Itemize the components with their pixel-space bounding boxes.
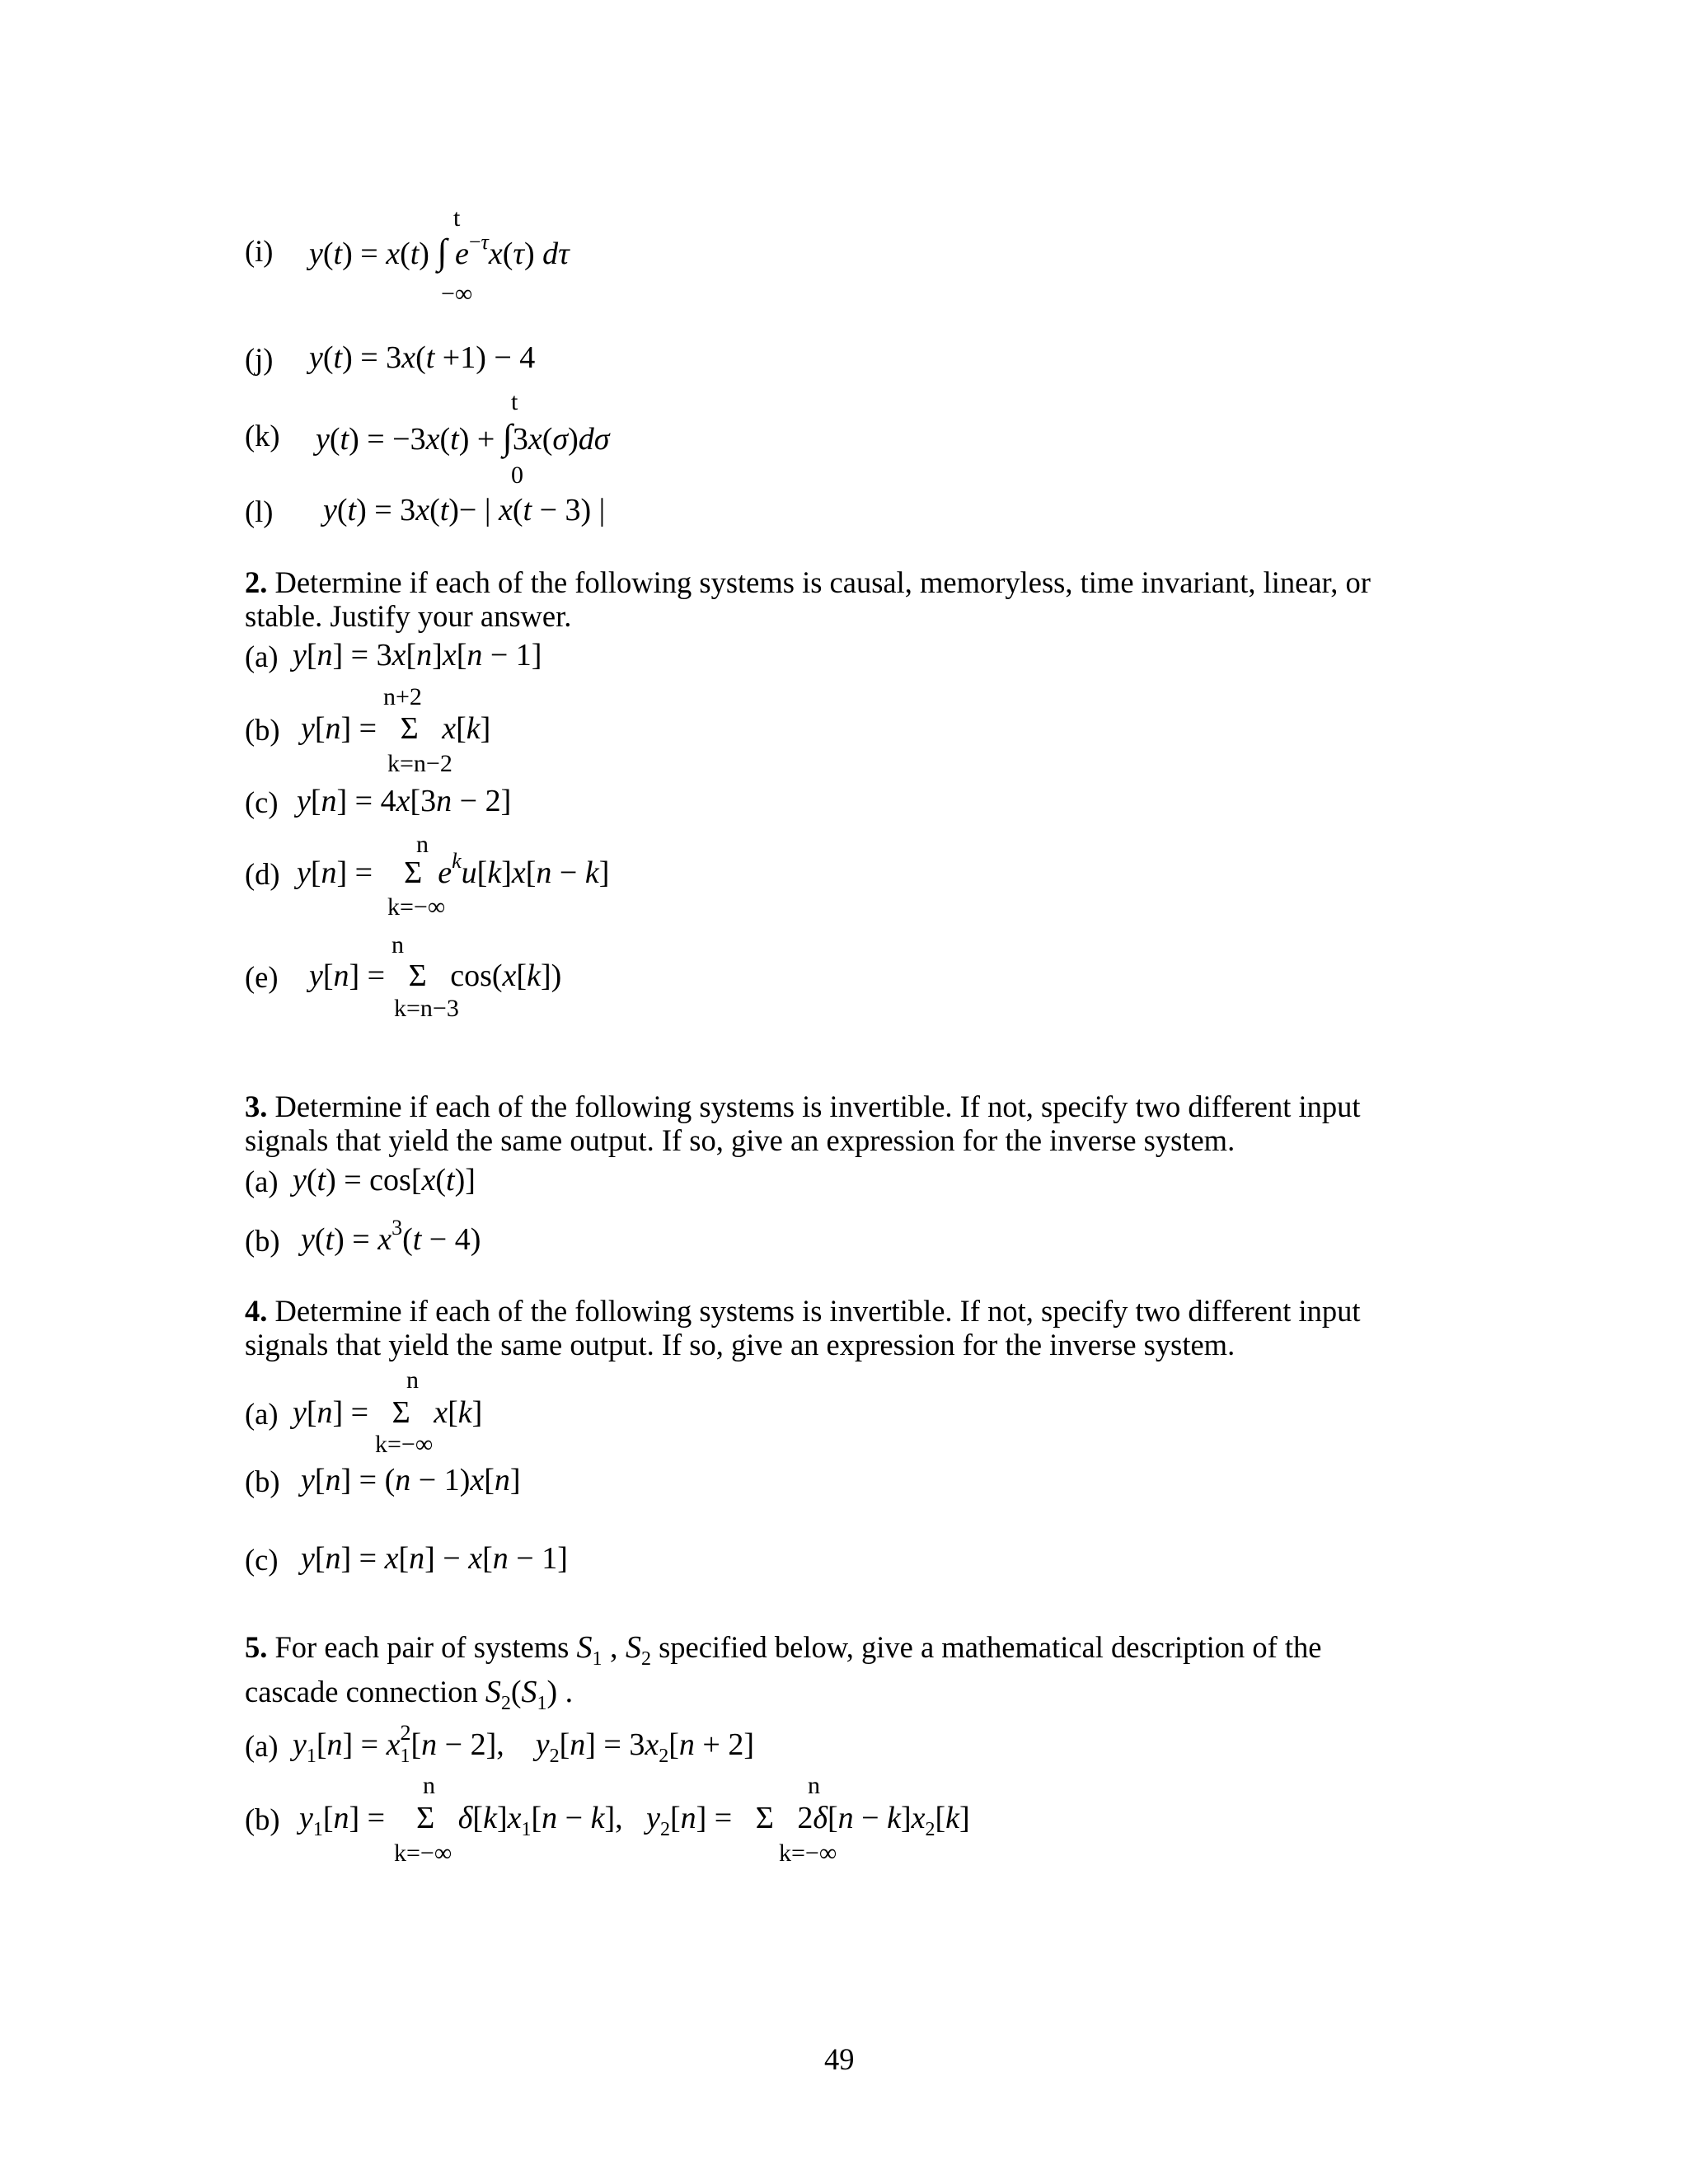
sum-lower-limit: k=−∞ [394, 1840, 452, 1867]
sum-upper-limit: n [423, 1772, 435, 1799]
problem-number: 5. [245, 1630, 268, 1664]
systems-s1-s2: $S_1$ , $S_2$ [576, 1630, 651, 1670]
equation-5a: $y_1[n] = x_1^2[n - 2]$, $y_2[n] = 3x_2[n + 2]$ [293, 1721, 754, 1767]
problem-2-text [245, 565, 1432, 633]
sum-upper-limit: n+2 [383, 683, 422, 710]
item-label: (b) [245, 1224, 280, 1258]
equation-2c: y[n] = 4x[3n − 2] [297, 784, 512, 818]
equation-2d: y[n] = Σ $e^ku[k]x[n - k]$ [297, 849, 610, 890]
sum-upper-limit: n [392, 931, 404, 958]
equation-4a: y[n] = Σ x[k] [293, 1395, 483, 1430]
equation-3b: $y(t) = x^3(t - 4)$ [301, 1216, 481, 1257]
item-label: (a) [245, 1397, 279, 1431]
page-number: 49 [824, 2042, 855, 2076]
sum-lower-limit: k=−∞ [779, 1840, 837, 1867]
sum-lower-limit: k=n−3 [394, 995, 459, 1022]
problem-4-text [245, 1294, 1432, 1361]
item-label: (c) [245, 785, 279, 819]
item-label: (e) [245, 960, 279, 994]
equation-2a: y[n] = 3x[n]x[n − 1] [293, 638, 542, 673]
integral-lower-limit: 0 [511, 462, 523, 489]
equation-2e: y[n] = Σ cos(x[k]) [309, 958, 562, 993]
item-label: (a) [245, 1165, 279, 1198]
item-label: (a) [245, 1729, 279, 1763]
item-label: (a) [245, 640, 279, 673]
integral-upper-limit: t [511, 388, 518, 415]
item-label: (d) [245, 857, 280, 891]
item-label: (b) [245, 713, 280, 747]
sum-lower-limit: k=n−2 [387, 750, 452, 777]
problem-statement-part: specified below, give a mathematical description of the [659, 1630, 1322, 1664]
integral-lower-limit: −∞ [441, 280, 473, 307]
problem-number: 3. [245, 1090, 268, 1123]
equation-1k: y(t) = −3x(t) + ∫3x(σ)dσ [316, 417, 610, 457]
equation-1j: y(t) = 3x(t +1) − 4 [309, 340, 536, 375]
problem-statement-part: For each pair of systems [274, 1630, 570, 1664]
sum-upper-limit: n [406, 1366, 419, 1394]
problem-5-line-1 [245, 1630, 1322, 1670]
item-label: (k) [245, 419, 280, 452]
item-label: (i) [245, 234, 274, 268]
sum-lower-limit: k=−∞ [375, 1431, 434, 1458]
item-label: (b) [245, 1465, 280, 1498]
sum-upper-limit: n [808, 1772, 820, 1799]
problem-number: 4. [245, 1294, 268, 1328]
problem-statement: Determine if each of the following systems is invertible. If not, specify two different input signals that yield the same output. If so, give an expression for the inverse system. [245, 1294, 1361, 1361]
integral-upper-limit: t [453, 204, 461, 232]
problem-statement: Determine if each of the following systems is invertible. If not, specify two different input signals that yield the same output. If so, give an expression for the inverse system. [245, 1090, 1361, 1157]
equation-5b: $y_1[n]$ = Σ $\delta[k]x_1[n - k]$, $y_2[n] = \Sigma$ $2\delta[n - k]x_2[k]$ [299, 1801, 970, 1840]
equation-1i: y(t) = x(t) ∫ $e^{-\tau}x(\tau)$ dτ [309, 230, 570, 272]
item-label: (c) [245, 1543, 279, 1577]
cascade-expression: $S_2(S_1)$ . [485, 1675, 574, 1714]
sum-upper-limit: n [416, 831, 429, 858]
item-label: (l) [245, 494, 274, 528]
equation-4c: y[n] = x[n] − x[n − 1] [301, 1541, 568, 1576]
problem-3-text [245, 1090, 1432, 1157]
equation-3a: y(t) = cos[x(t)] [293, 1163, 476, 1197]
problem-statement: Determine if each of the following systems is causal, memoryless, time invariant, linear, or stable. Justify your answer. [245, 565, 1371, 633]
equation-1l: y(t) = 3x(t)− | x(t − 3) | [323, 493, 606, 527]
item-label: (b) [245, 1802, 280, 1836]
equation-4b: y[n] = (n − 1)x[n] [301, 1463, 521, 1497]
equation-2b: y[n] = Σ x[k] [301, 711, 491, 746]
problem-5-line-2 [245, 1675, 574, 1714]
problem-number: 2. [245, 565, 268, 599]
item-label: (j) [245, 342, 274, 376]
problem-statement-part: cascade connection [245, 1675, 478, 1708]
sum-lower-limit: k=−∞ [387, 893, 446, 921]
